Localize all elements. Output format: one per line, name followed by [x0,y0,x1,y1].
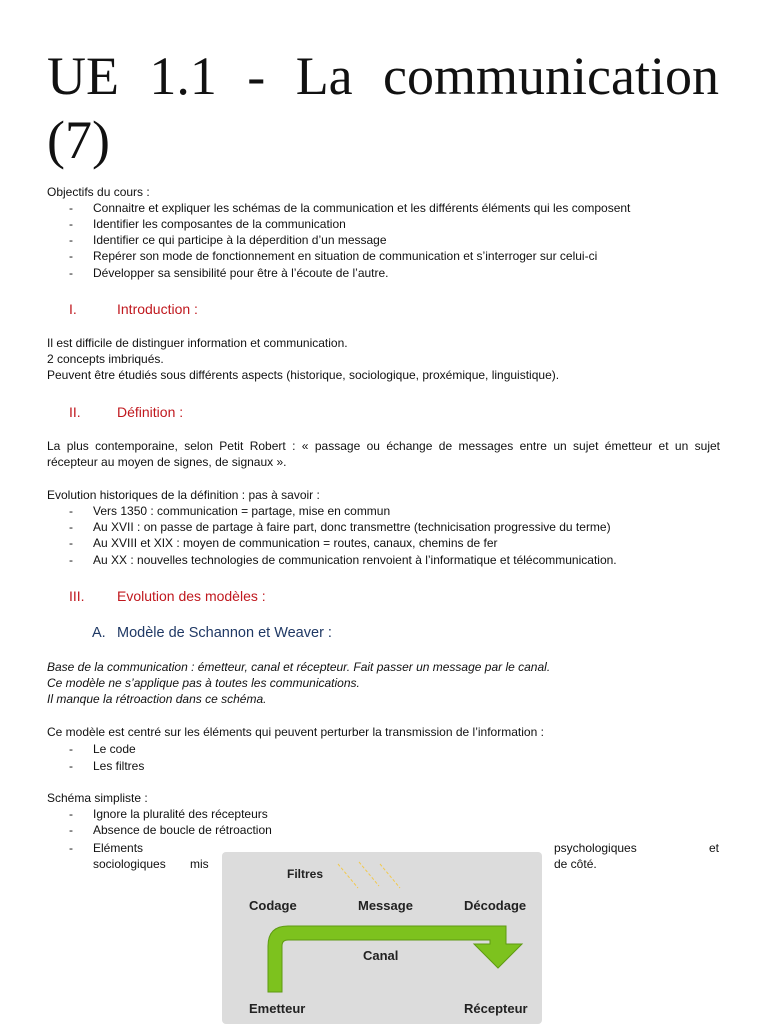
simplistic-heading: Schéma simpliste : [47,791,148,805]
title-word: communication [383,46,719,106]
last-item-word2: psychologiques [554,841,637,855]
objective-item: Identifier les composantes de la communication [93,217,346,231]
bullet-dash: - [69,759,73,773]
bullet-dash: - [69,201,73,215]
objective-item: Repérer son mode de fonctionnement en situation de communication et s’interroger sur celui-ci [93,249,598,263]
section2-title: Définition : [117,404,184,420]
bullet-dash: - [69,841,73,855]
label-decodage: Décodage [464,898,527,913]
bullet-dash: - [69,249,73,263]
label-filtres: Filtres [287,867,324,881]
title-word: 1.1 [149,46,217,106]
evolution-item: Au XVIII et XIX : moyen de communication = routes, canaux, chemins de fer [93,536,498,550]
section3-number: III. [69,588,85,604]
subsection-title: Modèle de Schannon et Weaver : [117,625,332,641]
bullet-dash: - [69,266,73,280]
section3-title: Evolution des modèles : [117,588,266,604]
label-message: Message [358,898,413,913]
definition-line1: La plus contemporaine, selon Petit Robert : « passage ou échange de messages entre un sujet émetteur et un sujet [47,439,720,453]
model-italic-line: Base de la communication : émetteur, canal et récepteur. Fait passer un message par le canal. [47,660,551,674]
objectives-heading: Objectifs du cours : [47,185,150,199]
simplistic-item: Absence de boucle de rétroaction [93,823,272,837]
title-word: UE [47,46,119,106]
intro-line: Peuvent être étudiés sous différents aspects (historique, sociologique, proxémique, linguistique). [47,368,560,382]
bullet-dash: - [69,217,73,231]
intro-line: 2 concepts imbriqués. [47,352,164,366]
evolution-item: Au XX : nouvelles technologies de communication renvoient à l’informatique et télécommunication. [93,553,617,567]
label-recepteur: Récepteur [464,1001,528,1016]
definition-line2: récepteur au moyen de signes, de signaux ». [47,455,287,469]
section1-title: Introduction : [117,301,198,317]
objective-item: Connaitre et expliquer les schémas de la communication et les différents éléments qui les composent [93,201,631,215]
centered-item: Le code [93,742,136,756]
centered-item: Les filtres [93,759,145,773]
title-word: La [295,46,353,106]
bullet-dash: - [69,823,73,837]
page-title-line2: (7) [47,110,110,170]
last-item-word3: et [709,841,720,855]
evolution-item: Au XVII : on passe de partage à faire part, donc transmettre (technicisation progressive du terme) [93,520,611,534]
evolution-item: Vers 1350 : communication = partage, mise en commun [93,504,391,518]
centered-heading: Ce modèle est centré sur les éléments qui peuvent perturber la transmission de l’information : [47,725,544,739]
last-item-word1: Eléments [93,841,144,855]
bullet-dash: - [69,233,73,247]
label-canal: Canal [363,948,399,963]
bullet-dash: - [69,520,73,534]
simplistic-item: Ignore la pluralité des récepteurs [93,807,268,821]
objective-item: Identifier ce qui participe à la déperdition d’un message [93,233,387,247]
model-italic-line: Il manque la rétroaction dans ce schéma. [47,692,267,706]
evolution-heading: Evolution historiques de la définition : pas à savoir : [47,488,320,502]
bullet-dash: - [69,807,73,821]
label-codage: Codage [249,898,297,913]
last-item-line2-start: sociologiques [93,857,166,871]
bullet-dash: - [69,504,73,518]
label-emetteur: Emetteur [249,1001,306,1016]
communication-diagram [222,852,542,1024]
subsection-letter: A. [92,625,106,641]
bullet-dash: - [69,742,73,756]
model-italic-line: Ce modèle ne s’applique pas à toutes les communications. [47,676,360,690]
bullet-dash: - [69,536,73,550]
intro-line: Il est difficile de distinguer information et communication. [47,336,348,350]
section2-number: II. [69,404,81,420]
last-item-line2-end: de côté. [554,857,597,871]
last-item-line2-mis: mis [190,857,209,871]
bullet-dash: - [69,553,73,567]
page-title-line1 [47,46,719,106]
objective-item: Développer sa sensibilité pour être à l’écoute de l’autre. [93,266,389,280]
section1-number: I. [69,301,77,317]
title-word: - [247,46,266,106]
